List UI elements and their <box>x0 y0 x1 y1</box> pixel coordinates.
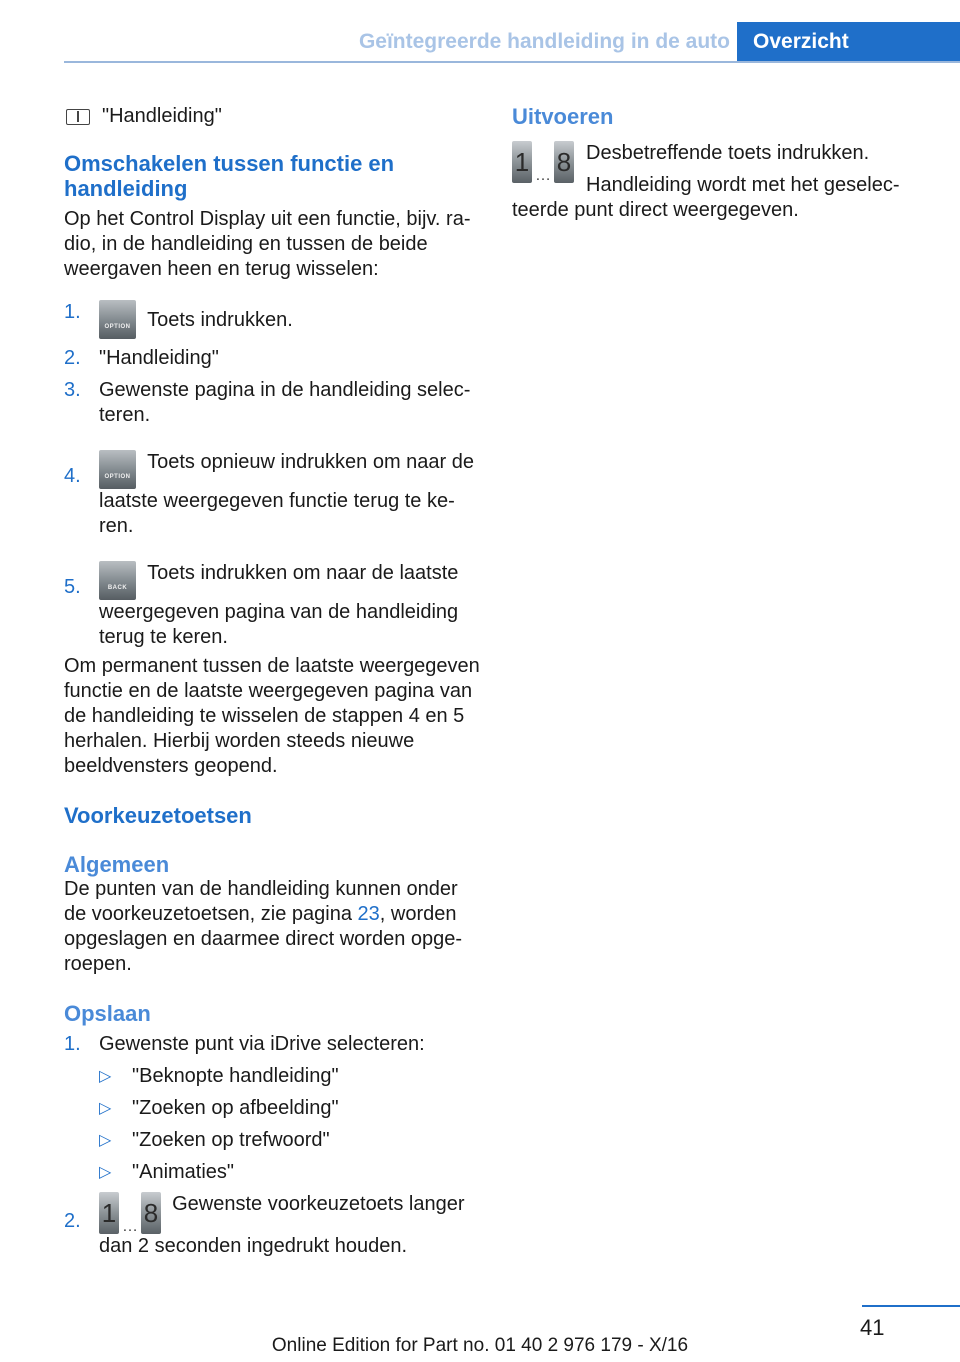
list-item <box>64 450 484 539</box>
subsection-title-save: Opslaan <box>64 1001 151 1026</box>
step-text: Toets indrukken om naar de laatste weergegeven pagina van de handleiding terug te keren. <box>99 562 459 648</box>
list-item <box>64 378 484 428</box>
step-number: 2. <box>64 347 81 369</box>
list-item: ▷ "Animaties" <box>99 1161 235 1183</box>
preset-keys-icon: 1 … 8 <box>512 141 574 183</box>
section-title-execute: Uitvoeren <box>512 104 614 129</box>
save-steps-list <box>64 1032 484 1259</box>
bullet-triangle-icon: ▷ <box>99 1068 112 1085</box>
preset-keys-icon: 1 … 8 <box>99 1192 161 1234</box>
list-item: ▷ "Zoeken op trefwoord" <box>99 1129 330 1151</box>
page-link[interactable]: 23 <box>357 903 380 925</box>
bullet-triangle-icon: ▷ <box>99 1132 112 1149</box>
right-column <box>512 104 912 223</box>
section-intro: Op het Control Display uit een functie, bijv. ra-dio, in de handleiding en tussen de beide weergaven heen en terug wisselen: <box>64 208 471 280</box>
preset-key-1: 1 <box>99 1192 119 1234</box>
footer-divider <box>862 1305 960 1307</box>
step-text: Gewenste pagina in de handleiding selec-teren. <box>99 379 471 426</box>
step-number: 2. <box>64 1210 81 1232</box>
option-button-icon: OPTION <box>99 300 136 339</box>
book-icon <box>66 109 90 125</box>
execute-line-2: Handleiding wordt met het geselec-teerde punt direct weergegeven. <box>512 174 900 221</box>
left-column <box>64 104 484 1259</box>
step-text: Gewenste punt via iDrive selecteren: <box>99 1033 425 1055</box>
bullet-triangle-icon: ▷ <box>99 1164 112 1181</box>
preset-key-1: 1 <box>512 141 532 183</box>
step-text: "Handleiding" <box>99 347 219 369</box>
step-number: 5. <box>64 576 81 598</box>
list-item <box>64 1192 484 1259</box>
list-item: ▷ "Zoeken op afbeelding" <box>99 1097 339 1119</box>
edition-footer: Online Edition for Part no. 01 40 2 976 179 - X/16 <box>271 1335 689 1356</box>
execute-line-1: Desbetreffende toets indrukken. <box>586 142 870 164</box>
bullet-list <box>99 1064 484 1185</box>
list-item <box>64 300 484 339</box>
general-text: De punten van de handleiding kunnen onder de voorkeuzetoetsen, zie pagina 23, worden opgeslagen en daarmee direct worden opge-roepen. <box>64 878 463 975</box>
header-breadcrumb: Geïntegreerde handleiding in de auto <box>358 30 730 53</box>
option-button-icon: OPTION <box>99 450 136 489</box>
preset-key-8: 8 <box>554 141 574 183</box>
step-number: 1. <box>64 1033 81 1055</box>
list-item <box>64 561 484 650</box>
list-item <box>64 1032 484 1185</box>
bullet-triangle-icon: ▷ <box>99 1100 112 1117</box>
header-tab-overview: Overzicht <box>737 22 960 62</box>
page-number: 41 <box>860 1315 885 1340</box>
menu-item-label: "Handleiding" <box>102 105 222 127</box>
section-outro: Om permanent tussen de laatste weergegeven functie en de laatste weergegeven pagina van de handleiding te wisselen de stappen 4 en 5 herhalen. Hierbij worden steeds nieuwe beeldvensters geopend. <box>64 655 480 777</box>
menu-item-line <box>64 104 484 129</box>
section-title-presets: Voorkeuzetoetsen <box>64 803 252 828</box>
list-item: ▷ "Beknopte handleiding" <box>99 1065 339 1087</box>
step-text: Toets indrukken. <box>147 309 293 331</box>
subsection-title-general: Algemeen <box>64 852 170 877</box>
section-title-switch: Omschakelen tussen functie en handleiding <box>64 151 395 201</box>
execute-block <box>512 141 912 223</box>
header-divider <box>64 61 960 63</box>
step-number: 1. <box>64 301 81 323</box>
back-button-icon: BACK <box>99 561 136 600</box>
step-number: 4. <box>64 465 81 487</box>
steps-list <box>64 300 484 650</box>
step-text: Gewenste voorkeuzetoets langer dan 2 seconden ingedrukt houden. <box>99 1193 465 1257</box>
step-text: Toets opnieuw indrukken om naar de laatste weergegeven functie terug te ke-ren. <box>99 451 474 537</box>
step-number: 3. <box>64 379 81 401</box>
preset-key-8: 8 <box>141 1192 161 1234</box>
list-item <box>64 346 484 371</box>
